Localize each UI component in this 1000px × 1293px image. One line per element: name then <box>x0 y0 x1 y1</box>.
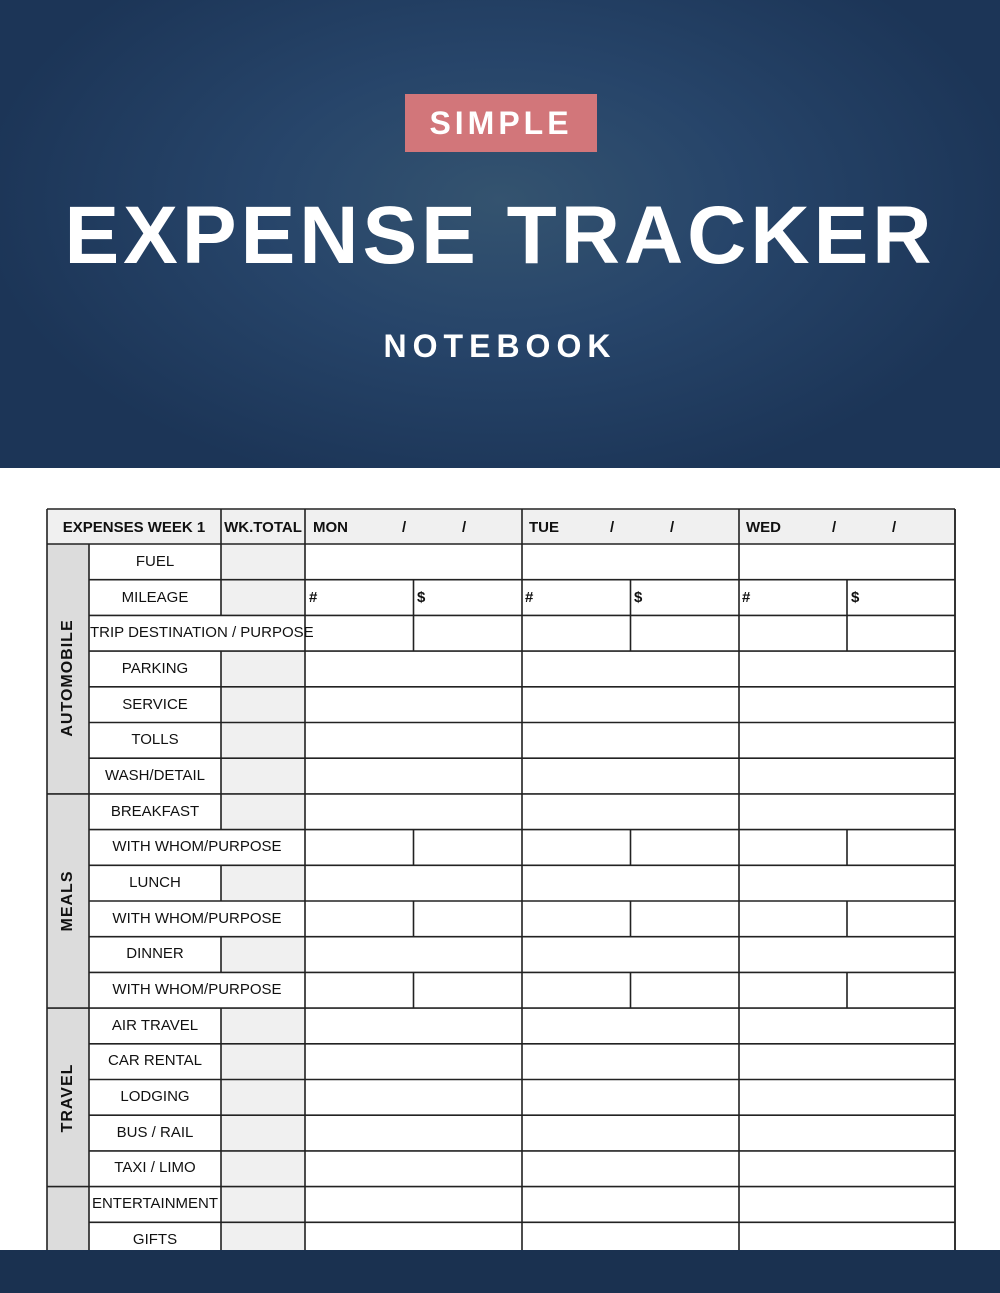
row-label-dinner: DINNER <box>126 945 184 962</box>
row-label-service: SERVICE <box>122 696 188 713</box>
header-wk-total: WK.TOTAL <box>224 519 302 536</box>
wk-total-cell <box>221 1080 305 1116</box>
date-slash: / <box>832 519 837 536</box>
wk-total-cell <box>221 1044 305 1080</box>
wk-total-cell <box>221 937 305 973</box>
cover-title: EXPENSE TRACKER <box>64 190 936 281</box>
date-slash: / <box>670 519 675 536</box>
cover-subtitle: NOTEBOOK <box>383 328 617 364</box>
badge-simple: SIMPLE <box>405 94 597 152</box>
header-day-mon: MON <box>313 519 348 536</box>
row-label-with-whom-purpose: WITH WHOM/PURPOSE <box>112 910 282 927</box>
mileage-count-mark: # <box>525 589 534 606</box>
category-travel: TRAVEL <box>59 1063 76 1133</box>
row-label-tolls: TOLLS <box>131 731 179 748</box>
row-label-breakfast: BREAKFAST <box>110 803 200 820</box>
mileage-amount-mark: $ <box>417 589 426 606</box>
mileage-amount-mark: $ <box>634 589 643 606</box>
wk-total-cell <box>221 723 305 759</box>
wk-total-cell <box>221 687 305 723</box>
wk-total-cell <box>221 1187 305 1223</box>
cover-header <box>0 0 1000 468</box>
wk-total-cell <box>221 865 305 901</box>
wk-total-cell <box>221 1115 305 1151</box>
date-slash: / <box>610 519 615 536</box>
row-label-fuel: FUEL <box>135 553 175 570</box>
mileage-amount-mark: $ <box>851 589 860 606</box>
row-label-mileage: MILEAGE <box>121 589 189 606</box>
row-label-entertainment: ENTERTAINMENT <box>91 1195 219 1212</box>
wk-total-cell <box>221 1151 305 1187</box>
row-label-with-whom-purpose: WITH WHOM/PURPOSE <box>112 981 282 998</box>
row-label-with-whom-purpose: WITH WHOM/PURPOSE <box>112 838 282 855</box>
category-meals: MEALS <box>59 870 76 932</box>
mileage-count-mark: # <box>309 589 318 606</box>
date-slash: / <box>892 519 897 536</box>
row-label-air-travel: AIR TRAVEL <box>111 1017 199 1034</box>
wk-total-cell <box>221 794 305 830</box>
header-day-wed: WED <box>746 519 781 536</box>
wk-total-cell <box>221 651 305 687</box>
wk-total-cell <box>221 1008 305 1044</box>
header-day-tue: TUE <box>529 519 559 536</box>
wk-total-cell <box>221 544 305 580</box>
date-slash: / <box>402 519 407 536</box>
row-label-parking: PARKING <box>121 660 189 677</box>
wk-total-cell <box>221 758 305 794</box>
mileage-count-mark: # <box>742 589 751 606</box>
row-label-lunch: LUNCH <box>129 874 181 891</box>
date-slash: / <box>462 519 467 536</box>
expense-sheet <box>0 468 1000 1250</box>
header-expenses-week: EXPENSES WEEK 1 <box>62 519 206 536</box>
row-label-gifts: GIFTS <box>132 1231 178 1248</box>
wk-total-cell <box>221 1222 305 1250</box>
wk-total-cell <box>221 580 305 616</box>
row-label-car-rental: CAR RENTAL <box>108 1052 202 1069</box>
row-label-taxi-limo: TAXI / LIMO <box>114 1159 196 1176</box>
category-automobile: AUTOMOBILE <box>59 619 76 737</box>
row-label-trip-destination: TRIP DESTINATION / PURPOSE <box>90 624 314 641</box>
row-label-lodging: LODGING <box>120 1088 190 1105</box>
row-label-wash-detail: WASH/DETAIL <box>104 767 205 784</box>
row-label-bus-rail: BUS / RAIL <box>116 1124 194 1141</box>
cover-footer-band <box>0 1250 1000 1293</box>
